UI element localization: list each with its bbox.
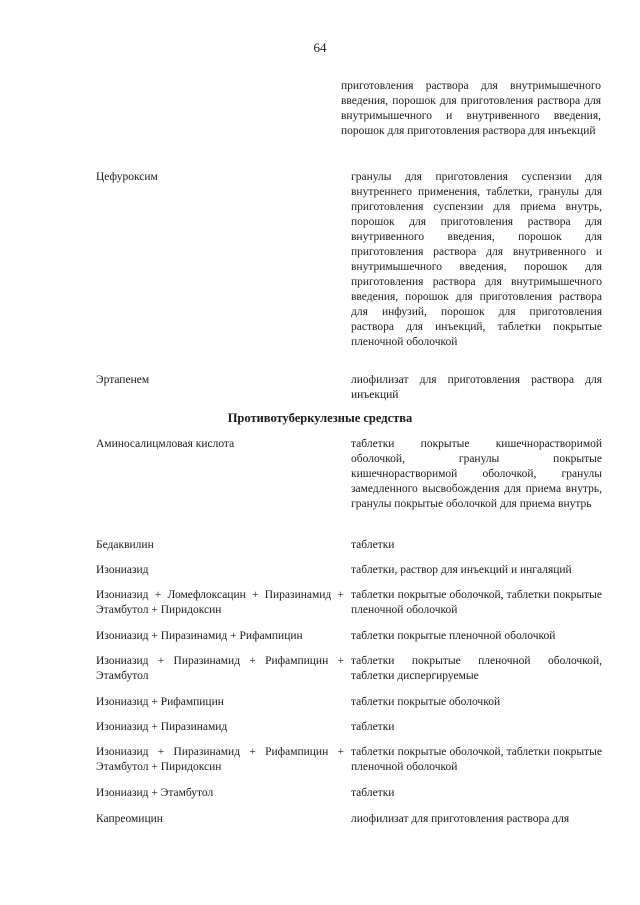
drug-name: Цефуроксим: [96, 171, 158, 183]
dosage-form: таблетки покрытые пленочной оболочкой, таблетки диспергируемые: [351, 655, 602, 682]
drug-name: Изониазид + Ломефлоксацин + Пиразинамид + Этамбутол + Пиридоксин: [96, 589, 344, 616]
dosage-form: таблетки: [351, 539, 395, 551]
drug-name: Изониазид + Рифампицин: [96, 696, 224, 708]
drug-name: Изониазид + Пиразинамид + Рифампицин: [96, 630, 303, 642]
drug-name: Изониазид: [96, 564, 149, 576]
dosage-form: таблетки: [351, 721, 395, 733]
dosage-form: лиофилизат для приготовления раствора для: [351, 813, 570, 825]
drug-name: Изониазид + Пиразинамид: [96, 721, 228, 733]
dosage-form: таблетки покрытые пленочной оболочкой: [351, 630, 556, 642]
dosage-form: таблетки покрытые оболочкой, таблетки покрытые пленочной оболочкой: [351, 589, 602, 616]
continued-dosage-form: приготовления раствора для внутримышечного введения, порошок для приготовления раствора для внутримышечного и внутривенного введения, порошок для приготовления раствора для инъекций: [341, 80, 601, 137]
drug-name: Капреомицин: [96, 813, 163, 825]
section-title: Противотуберкулезные средства: [227, 411, 413, 425]
dosage-form: гранулы для приготовления суспензии для внутреннего применения, таблетки, гранулы для приготовления суспензии для приема внутрь, порошок для приготовления раствора для внутривенного введения, порошок для приготовления раствора для внутривенного и внутримышечного введения, порошок для приготовления раствора для внутримышечного введения, порошок для приготовления раствора для инфузий, порошок для приготовления раствора для инъекций, таблетки покрытые пленочной оболочкой: [351, 171, 602, 348]
drug-name: Изониазид + Пиразинамид + Рифампицин + Этамбутол: [96, 655, 344, 682]
dosage-form: таблетки: [351, 787, 395, 799]
dosage-form: таблетки, раствор для инъекций и ингаляций: [351, 564, 572, 576]
drug-name: Эртапенем: [96, 374, 150, 386]
dosage-form: таблетки покрытые кишечнорастворимой оболочкой, гранулы покрытые кишечнорастворимой оболочкой, гранулы замедленного высвобождения для приема внутрь, гранулы покрытые оболочкой для приема внутрь: [351, 438, 602, 510]
drug-name: Аминосалицмловая кислота: [96, 438, 235, 450]
page-number: 64: [313, 40, 327, 55]
dosage-form: таблетки покрытые оболочкой: [351, 696, 501, 708]
drug-name: Изониазид + Пиразинамид + Рифампицин + Этамбутол + Пиридоксин: [96, 746, 344, 773]
dosage-form: таблетки покрытые оболочкой, таблетки покрытые пленочной оболочкой: [351, 746, 602, 773]
dosage-form: лиофилизат для приготовления раствора для инъекций: [351, 374, 602, 401]
drug-name: Изониазид + Этамбутол: [96, 787, 214, 799]
drug-name: Бедаквилин: [96, 539, 154, 551]
